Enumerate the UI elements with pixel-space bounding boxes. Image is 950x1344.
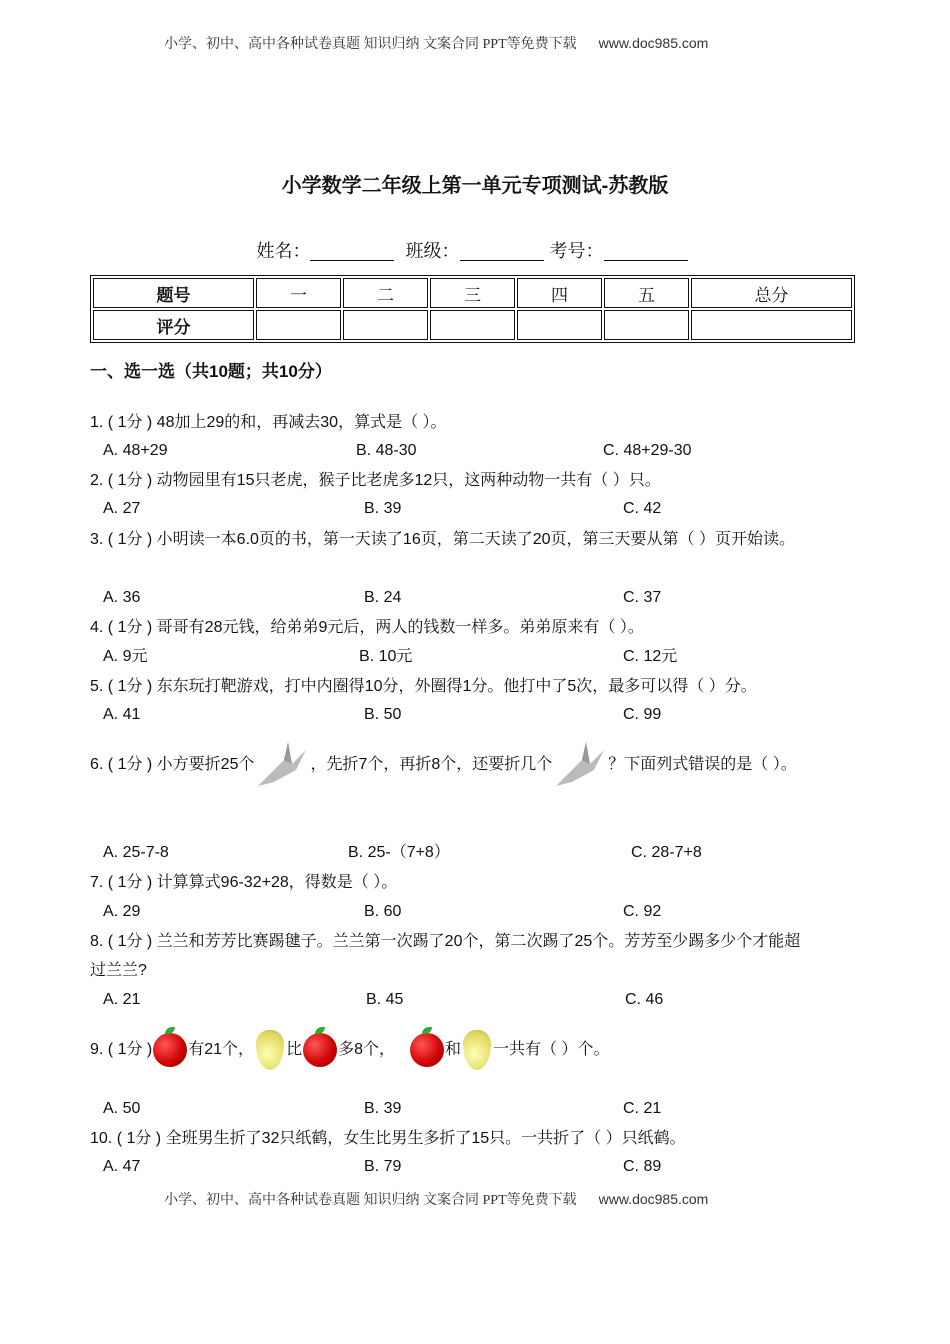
- table-row: [93, 310, 852, 340]
- exam-no-label: 考号：: [549, 241, 604, 261]
- stem-part: 比: [286, 1041, 303, 1058]
- option-b[interactable]: B. 50: [364, 706, 402, 723]
- stem-part: ？下面列式错误的是（ ）。: [608, 756, 797, 773]
- pear-icon: [463, 1030, 491, 1070]
- option-a[interactable]: A. 9元: [103, 648, 148, 665]
- table-header: 五: [604, 278, 689, 308]
- table-header: 四: [517, 278, 602, 308]
- option-a[interactable]: A. 27: [103, 500, 141, 517]
- page-footer: [164, 1189, 708, 1211]
- question-stem: 5. ( 1分 ) 东东玩打靶游戏，打中内圈得10分，外圈得1分。他打中了5次，最多可以得（ ）分。: [90, 678, 757, 695]
- option-c[interactable]: C. 42: [623, 500, 662, 517]
- page-title: 小学数学二年级上第一单元专项测试-苏教版: [281, 175, 669, 197]
- stem-part: 和: [444, 1041, 461, 1058]
- option-a[interactable]: A. 48+29: [103, 442, 168, 459]
- score-cell[interactable]: [256, 310, 341, 340]
- footer-url[interactable]: www.doc985.com: [598, 1191, 709, 1207]
- question-stem: 2. ( 1分 ) 动物园里有15只老虎，猴子比老虎多12只，这两种动物一共有（ ）只。: [90, 472, 661, 489]
- option-b[interactable]: B. 79: [364, 1158, 402, 1175]
- section-heading: 一、选一选（共10题；共10分）: [90, 362, 332, 381]
- question-stem: 4. ( 1分 ) 哥哥有28元钱，给弟弟9元后，两人的钱数一样多。弟弟原来有（ ）。: [90, 619, 644, 636]
- stem-part: ，先折7个，再折8个，还要折几个: [310, 756, 553, 773]
- score-table: [90, 275, 855, 343]
- class-label: 班级：: [405, 241, 460, 261]
- option-b[interactable]: B. 25-（7+8）: [348, 844, 450, 861]
- stem-part: 多8个，: [338, 1041, 395, 1058]
- page-header: [164, 33, 708, 55]
- table-header: 二: [343, 278, 428, 308]
- paper-crane-icon: [254, 740, 310, 790]
- option-c[interactable]: C. 48+29-30: [603, 442, 692, 459]
- stem-part: 有21个，: [188, 1041, 255, 1058]
- score-cell[interactable]: [343, 310, 428, 340]
- option-a[interactable]: A. 41: [103, 706, 141, 723]
- score-cell[interactable]: [430, 310, 515, 340]
- option-a[interactable]: A. 47: [103, 1158, 141, 1175]
- apple-icon: [303, 1033, 337, 1067]
- option-b[interactable]: B. 48-30: [356, 442, 417, 459]
- table-header: 一: [256, 278, 341, 308]
- score-cell[interactable]: [517, 310, 602, 340]
- option-a[interactable]: A. 25-7-8: [103, 844, 169, 861]
- question-stem: 1. ( 1分 ) 48加上29的和，再减去30，算式是（ ）。: [90, 414, 447, 431]
- option-a[interactable]: A. 21: [103, 991, 141, 1008]
- stem-part: 6. ( 1分 ) 小方要折25个: [90, 756, 255, 773]
- option-c[interactable]: C. 99: [623, 706, 662, 723]
- option-a[interactable]: A. 50: [103, 1100, 141, 1117]
- name-label: 姓名：: [256, 241, 311, 261]
- option-a[interactable]: A. 29: [103, 903, 141, 920]
- question-stem: [90, 1025, 609, 1075]
- option-c[interactable]: C. 46: [625, 991, 664, 1008]
- option-c[interactable]: C. 92: [623, 903, 662, 920]
- question-stem: 8. ( 1分 ) 兰兰和芳芳比赛踢毽子。兰兰第一次踢了20个，第二次踢了25个。芳芳至少踢多少个才能超: [90, 933, 801, 950]
- option-a[interactable]: A. 36: [103, 589, 141, 606]
- option-b[interactable]: B. 24: [364, 589, 402, 606]
- class-field[interactable]: [460, 242, 544, 261]
- footer-text: 小学、初中、高中各种试卷真题 知识归纳 文案合同 PPT等免费下载: [164, 1193, 577, 1208]
- table-row: [93, 278, 852, 308]
- option-b[interactable]: B. 10元: [359, 648, 413, 665]
- table-row-label: 评分: [93, 310, 254, 340]
- option-c[interactable]: C. 37: [623, 589, 662, 606]
- exam-no-field[interactable]: [604, 242, 688, 261]
- stem-part: 一共有（ ）个。: [493, 1041, 610, 1058]
- pear-icon: [256, 1030, 284, 1070]
- option-b[interactable]: B. 60: [364, 903, 402, 920]
- table-header: 总分: [691, 278, 852, 308]
- name-field[interactable]: [310, 242, 394, 261]
- option-c[interactable]: C. 21: [623, 1100, 662, 1117]
- apple-icon: [153, 1033, 187, 1067]
- option-b[interactable]: B. 39: [364, 500, 402, 517]
- apple-icon: [410, 1033, 444, 1067]
- question-stem: 7. ( 1分 ) 计算算式96-32+28，得数是（ ）。: [90, 874, 398, 891]
- option-b[interactable]: B. 39: [364, 1100, 402, 1117]
- question-stem-continued: 过兰兰?: [90, 962, 147, 979]
- header-url[interactable]: www.doc985.com: [598, 35, 709, 51]
- question-stem: [90, 735, 797, 795]
- score-cell[interactable]: [604, 310, 689, 340]
- stem-part: 9. ( 1分 ): [90, 1041, 153, 1058]
- score-cell[interactable]: [691, 310, 852, 340]
- student-info: [0, 241, 950, 261]
- option-b[interactable]: B. 45: [366, 991, 404, 1008]
- header-text: 小学、初中、高中各种试卷真题 知识归纳 文案合同 PPT等免费下载: [164, 37, 577, 52]
- paper-crane-icon: [552, 740, 608, 790]
- table-header: 题号: [93, 278, 254, 308]
- option-c[interactable]: C. 28-7+8: [631, 844, 702, 861]
- question-stem: 10. ( 1分 ) 全班男生折了32只纸鹤，女生比男生多折了15只。一共折了（ ）只纸鹤。: [90, 1130, 686, 1147]
- option-c[interactable]: C. 89: [623, 1158, 662, 1175]
- table-header: 三: [430, 278, 515, 308]
- question-stem: 3. ( 1分 ) 小明读一本6.0页的书，第一天读了16页，第二天读了20页，第三天要从第（ ）页开始读。: [90, 531, 795, 548]
- option-c[interactable]: C. 12元: [623, 648, 678, 665]
